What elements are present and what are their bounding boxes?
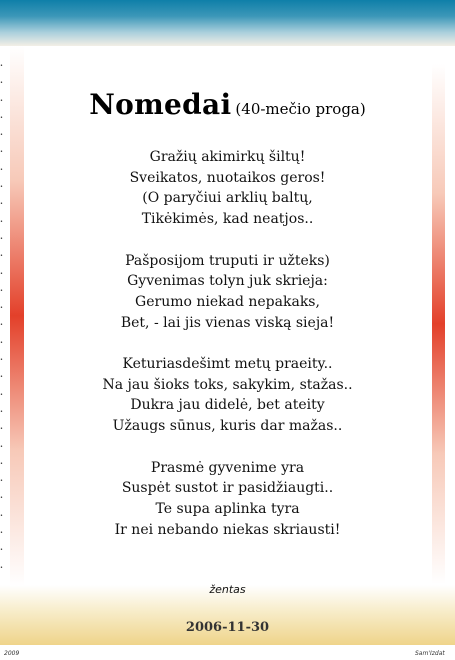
margin-tick: • [0, 374, 3, 381]
stanza-1 [60, 147, 395, 230]
margin-tick: • [0, 132, 3, 139]
margin-tick: • [0, 287, 3, 294]
footer-year: 2009 [4, 650, 20, 657]
poem-line: Suspėt sustot ir pasidžiaugti.. [121, 480, 334, 497]
margin-tick: • [0, 218, 3, 225]
stanza-2 [60, 251, 395, 334]
margin-tick: • [0, 97, 3, 104]
margin-tick: • [0, 201, 3, 208]
poem-title: Nomedai [89, 88, 232, 121]
margin-tick: • [0, 322, 3, 329]
left-decorative-strip [10, 46, 24, 586]
margin-tick: • [0, 408, 3, 415]
poem-line: Sveikatos, nuotaikos geros! [129, 169, 326, 186]
margin-tick: • [0, 530, 3, 537]
poem-heading [0, 88, 455, 121]
margin-tick: • [0, 80, 3, 87]
margin-tick: • [0, 357, 3, 364]
top-banner [0, 0, 455, 46]
poem-line: Prasmė gyvenime yra [150, 459, 305, 476]
margin-tick: • [0, 495, 3, 502]
margin-tick: • [0, 166, 3, 173]
poem-line: Te supa aplinka tyra [155, 500, 300, 517]
margin-tick: • [0, 512, 3, 519]
margin-tick: • [0, 235, 3, 242]
margin-tick: • [0, 564, 3, 571]
poem-date: 2006-11-30 [185, 620, 270, 635]
poem-line: Pašposijom truputi ir užteks) [125, 252, 330, 269]
poem-author: žentas [209, 583, 246, 596]
margin-tick: • [0, 253, 3, 260]
poem-subtitle: (40-mečio proga) [235, 100, 366, 118]
margin-tick: • [0, 149, 3, 156]
poem-line: Gyvenimas tolyn juk skrieja: [127, 273, 328, 290]
margin-tick: • [0, 270, 3, 277]
margin-tick: • [0, 426, 3, 433]
margin-tick: • [0, 443, 3, 450]
margin-tick: • [0, 184, 3, 191]
poem-line: Keturiasdešimt metų praeity.. [122, 356, 333, 372]
margin-tick: • [0, 391, 3, 398]
poem-line: Gerumo niekad nepakaks, [135, 293, 320, 310]
poem-line: Bet, - lai jis vienas viską sieja! [120, 314, 335, 331]
margin-tick: • [0, 305, 3, 312]
poem-line: Na jau šioks toks, sakykim, stažas.. [102, 376, 353, 393]
margin-tick: • [0, 339, 3, 346]
margin-tick: • [0, 114, 3, 121]
left-margin-marks [0, 58, 9, 578]
right-decorative-strip [432, 64, 445, 584]
margin-tick: • [0, 460, 3, 467]
poem-line: Ir nei nebando niekas skriausti! [114, 521, 341, 538]
poem-line: Užaugs sūnus, kuris dar mažas.. [112, 418, 343, 435]
poem-line: Tikėkimės, kad neatjos.. [141, 211, 314, 228]
poem-line: Dukra jau didelė, bet ateity [130, 397, 325, 414]
stanza-4 [60, 458, 395, 541]
poem-body [60, 147, 395, 561]
margin-tick: • [0, 63, 3, 69]
poem-line: Gražių akimirkų šiltų! [149, 149, 306, 165]
margin-tick: • [0, 547, 3, 554]
poem-line: (O paryčiui arklių baltų, [142, 190, 313, 207]
stanza-3 [60, 354, 395, 437]
margin-tick: • [0, 478, 3, 485]
footer-publisher: Sam'Izdat [415, 650, 445, 657]
